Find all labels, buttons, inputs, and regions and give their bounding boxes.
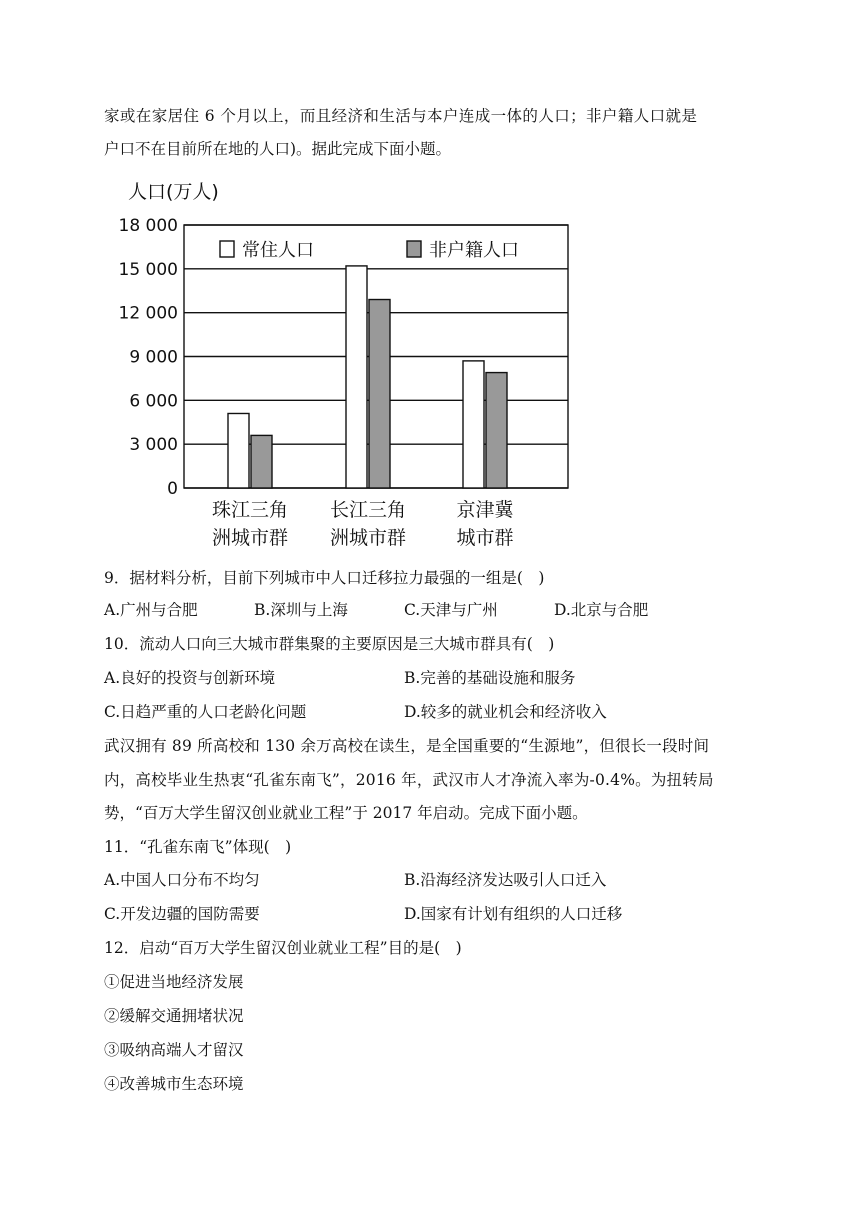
q9-option-d: D.北京与合肥: [554, 601, 649, 619]
q10-option-a: A.良好的投资与创新环境: [104, 669, 276, 687]
y-tick-label: 3 000: [129, 435, 178, 456]
x-tick-label: 城市群: [456, 527, 514, 549]
q9-option-c: C.天津与广州: [404, 601, 498, 619]
q12-item-3: ③吸纳高端人才留汉: [104, 1041, 244, 1059]
x-tick-label: 洲城市群: [211, 527, 289, 549]
y-tick-label: 18 000: [118, 216, 178, 236]
q10-option-b: B.完善的基础设施和服务: [404, 669, 576, 687]
material2-line-2: 内，高校毕业生热衷“孔雀东南飞”，2016 年，武汉市人才净流入率为-0.4%。为扭转局: [104, 771, 714, 789]
q10-option-d: D.较多的就业机会和经济收入: [404, 703, 607, 721]
q11-option-a: A.中国人口分布不均匀: [104, 871, 260, 889]
bar: [251, 435, 272, 488]
q9-option-a: A.广州与合肥: [104, 601, 198, 619]
q10-option-c: C.日趋严重的人口老龄化问题: [104, 703, 307, 721]
bar: [228, 413, 249, 488]
y-tick-label: 12 000: [118, 303, 178, 324]
q9-stem: 9．据材料分析，目前下列城市中人口迁移拉力最强的一组是( ): [104, 569, 545, 587]
y-axis-label: 人口(万人): [128, 181, 219, 203]
bar: [463, 361, 484, 488]
x-tick-label: 京津冀: [456, 499, 514, 521]
q12-item-1: ①促进当地经济发展: [104, 973, 244, 991]
q10-stem: 10．流动人口向三大城市群集聚的主要原因是三大城市群具有( ): [104, 635, 555, 653]
bar: [346, 266, 367, 488]
legend-swatch: [220, 241, 234, 257]
bar: [369, 300, 390, 488]
x-tick-label: 长江三角: [329, 499, 407, 521]
q12-item-4: ④改善城市生态环境: [104, 1075, 244, 1093]
legend-label: 常住人口: [242, 240, 314, 261]
legend-swatch: [407, 241, 421, 257]
q9-option-b: B.深圳与上海: [254, 601, 348, 619]
material2-line-1: 武汉拥有 89 所高校和 130 余万高校在读生，是全国重要的“生源地”，但很长一段时间: [104, 737, 710, 755]
legend-label: 非户籍人口: [429, 240, 519, 261]
q11-option-c: C.开发边疆的国防需要: [104, 905, 260, 923]
material2-line-3: 势，“百万大学生留汉创业就业工程”于 2017 年启动。完成下面小题。: [104, 804, 588, 822]
y-tick-label: 9 000: [129, 347, 178, 368]
y-tick-label: 0: [167, 479, 178, 499]
q12-item-2: ②缓解交通拥堵状况: [104, 1007, 244, 1025]
intro-line-2: 户口不在目前所在地的人口)。据此完成下面小题。: [104, 140, 452, 158]
y-tick-label: 15 000: [118, 259, 178, 280]
x-tick-label: 珠江三角: [211, 499, 289, 521]
q11-option-b: B.沿海经济发达吸引人口迁入: [404, 871, 607, 889]
q12-stem: 12．启动“百万大学生留汉创业就业工程”目的是( ): [104, 939, 462, 957]
bar: [486, 373, 507, 488]
population-bar-chart: [100, 168, 590, 558]
q11-option-d: D.国家有计划有组织的人口迁移: [404, 905, 623, 923]
y-tick-label: 6 000: [129, 391, 178, 412]
x-tick-label: 洲城市群: [329, 527, 407, 549]
intro-line-1: 家或在家居住 6 个月以上，而且经济和生活与本户连成一体的人口；非户籍人口就是: [104, 107, 698, 125]
q11-stem: 11．“孔雀东南飞”体现( ): [104, 838, 292, 856]
